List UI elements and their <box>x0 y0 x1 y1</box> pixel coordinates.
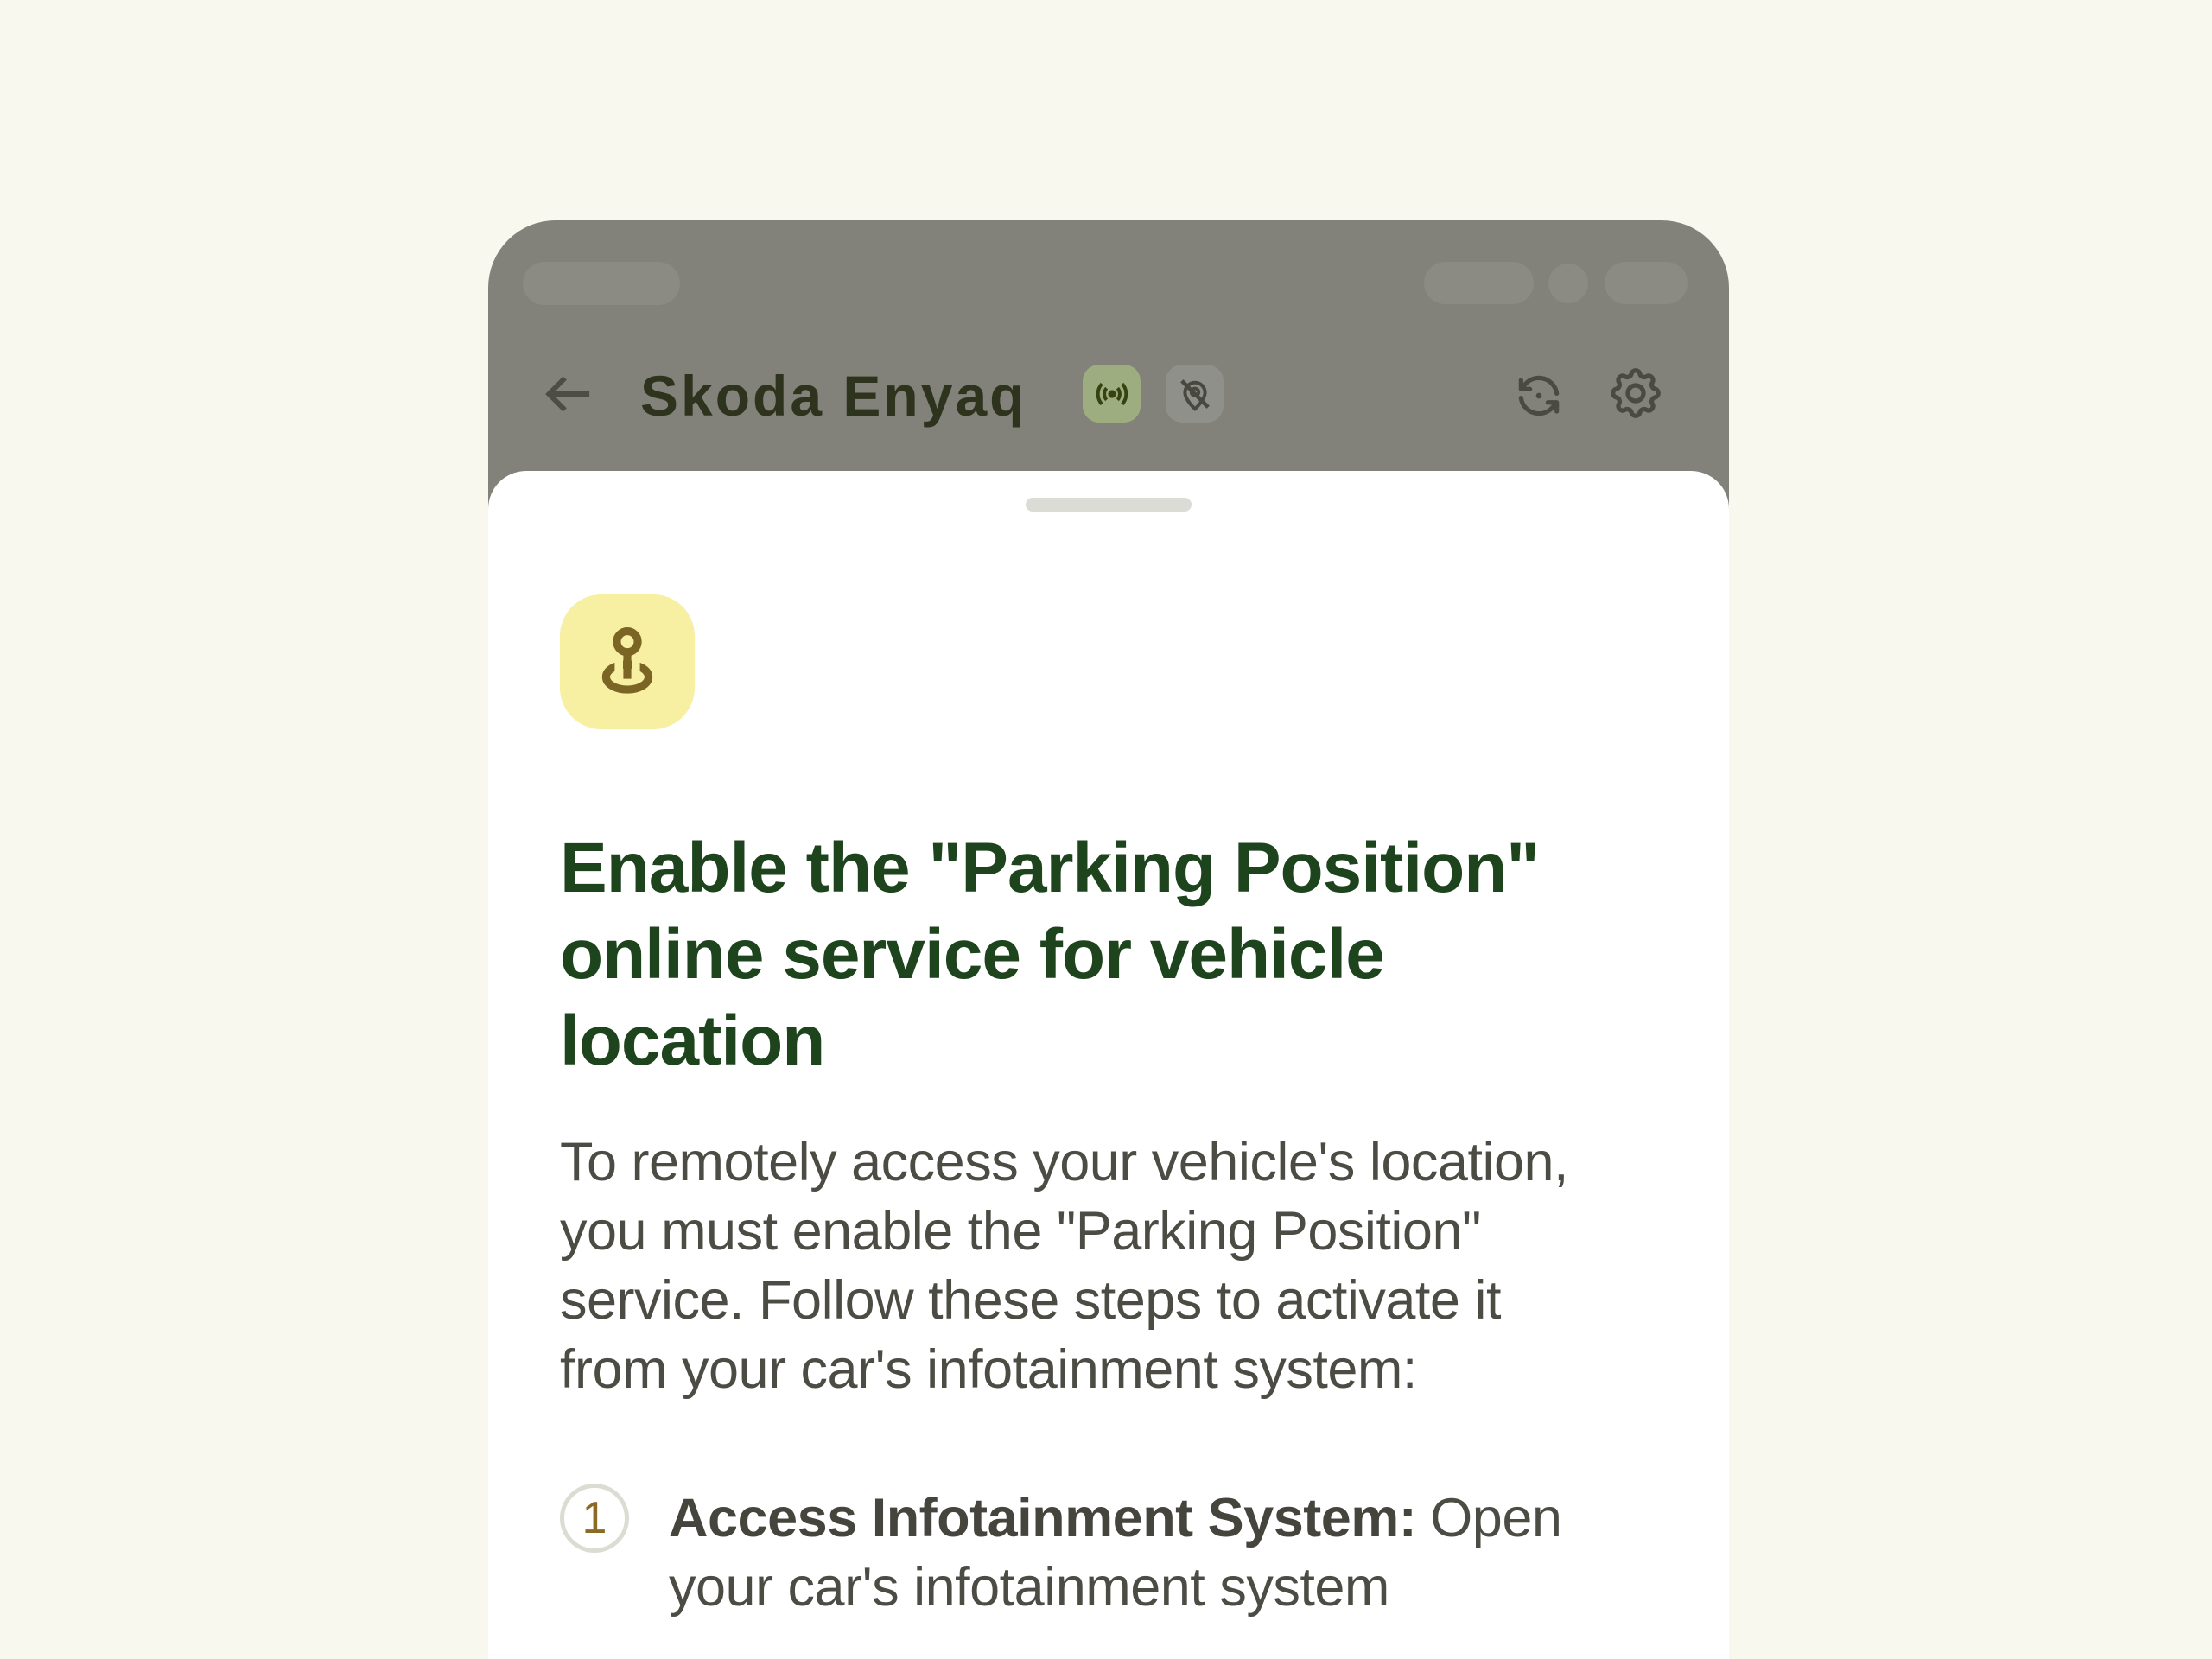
refresh-sync-icon <box>1512 369 1566 423</box>
feature-icon-tile <box>560 594 695 729</box>
body-line: service. Follow these steps to activate it <box>560 1270 1501 1331</box>
broadcast-live-icon <box>1091 373 1133 415</box>
body-line: you must enable the "Parking Position" <box>560 1201 1481 1262</box>
back-button[interactable] <box>538 364 599 424</box>
step-number: 1 <box>582 1493 607 1543</box>
phone-frame <box>488 220 1729 1659</box>
page-title: Skoda Enyaq <box>640 364 1027 428</box>
statusbar-signal-pill <box>1424 262 1534 304</box>
step-description: Open <box>1430 1488 1562 1548</box>
bottom-sheet <box>488 471 1729 1659</box>
statusbar-dot <box>1548 264 1588 303</box>
sheet-body-paragraph <box>560 1128 1683 1404</box>
settings-gear-icon <box>1605 363 1666 423</box>
step-text <box>669 1484 1561 1622</box>
step-description-line2: your car's infotainment system <box>669 1557 1389 1618</box>
sheet-heading <box>560 825 1675 1084</box>
heading-line: location <box>560 1001 825 1080</box>
live-status-badge[interactable] <box>1083 365 1141 423</box>
step-label: Access Infotainment System: <box>669 1488 1417 1548</box>
heading-line: online service for vehicle <box>560 914 1384 994</box>
pin-drop-icon <box>584 619 671 705</box>
statusbar-battery-pill <box>1605 262 1688 304</box>
settings-button[interactable] <box>1605 362 1667 424</box>
location-disabled-icon <box>1174 373 1216 415</box>
refresh-button[interactable] <box>1511 368 1567 423</box>
step-number-badge <box>560 1484 629 1553</box>
body-line: from your car's infotainment system: <box>560 1339 1417 1400</box>
statusbar-time-pill <box>523 262 680 305</box>
heading-line: Enable the "Parking Position" <box>560 828 1540 907</box>
body-line: To remotely access your vehicle's location, <box>560 1132 1569 1192</box>
back-arrow-icon <box>539 365 598 423</box>
list-item-step-1 <box>560 1484 1683 1622</box>
location-off-badge[interactable] <box>1166 365 1224 423</box>
sheet-drag-handle[interactable] <box>1026 498 1192 512</box>
